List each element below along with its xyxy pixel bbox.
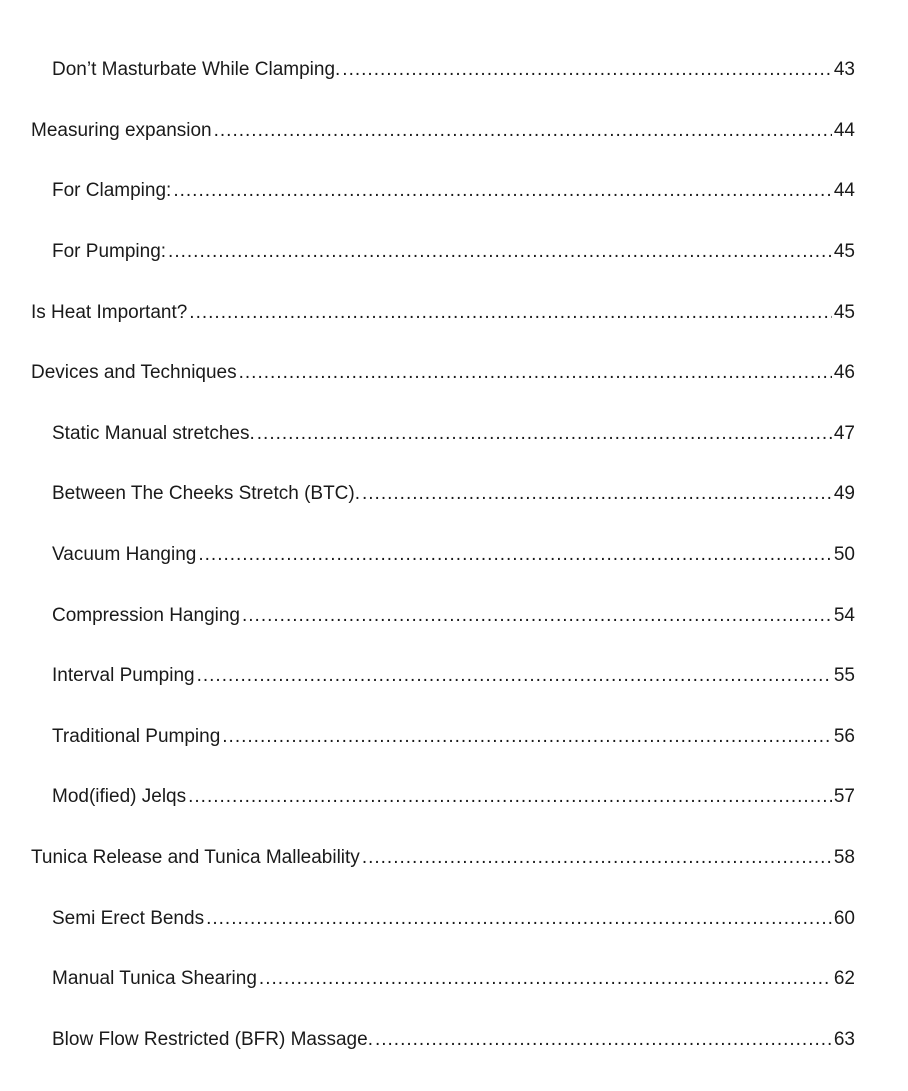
toc-entry-title: Between The Cheeks Stretch (BTC). [52, 483, 360, 505]
dot-leader [173, 171, 832, 211]
toc-entry-title: For Clamping: [52, 180, 172, 202]
toc-entry[interactable] [0, 343, 908, 404]
toc-entry-page: 54 [833, 604, 855, 626]
toc-entry-title: Blow Flow Restricted (BFR) Massage. [52, 1028, 373, 1050]
toc-entry[interactable] [0, 585, 908, 646]
toc-entry-page: 43 [833, 59, 855, 81]
toc-entry-title: Semi Erect Bends [52, 907, 205, 929]
toc-entry-title: Devices and Techniques [31, 362, 237, 384]
dot-leader [362, 838, 832, 878]
toc-entry-page: 62 [833, 968, 855, 990]
dot-leader [222, 717, 832, 757]
toc-entry[interactable] [0, 40, 908, 101]
toc-entry-page: 60 [833, 907, 855, 929]
toc-entry-page: 63 [833, 1028, 855, 1050]
toc-entry-title: Is Heat Important? [31, 301, 188, 323]
toc-entry[interactable] [0, 1010, 908, 1071]
toc-entry-title: For Pumping: [52, 241, 167, 263]
dot-leader [257, 414, 832, 454]
toc-entry[interactable] [0, 646, 908, 707]
toc-entry-title: Don’t Masturbate While Clamping. [52, 59, 341, 81]
toc-entry-title: Interval Pumping [52, 665, 195, 687]
toc-entry[interactable] [0, 222, 908, 283]
dot-leader [239, 353, 832, 393]
toc-entry-title: Compression Hanging [52, 604, 240, 626]
dot-leader [342, 50, 832, 90]
toc-entry-page: 44 [833, 119, 855, 141]
toc-entry-title: Vacuum Hanging [52, 544, 197, 566]
toc-entry[interactable] [0, 101, 908, 162]
dot-leader [214, 111, 832, 151]
toc-entry[interactable] [0, 949, 908, 1010]
dot-leader [259, 959, 832, 999]
dot-leader [242, 596, 832, 636]
toc-entry-page: 45 [833, 241, 855, 263]
toc-entry-page: 55 [833, 665, 855, 687]
toc-entry-page: 49 [833, 483, 855, 505]
toc-entry-page: 57 [833, 786, 855, 808]
dot-leader [197, 656, 832, 696]
toc-entry[interactable] [0, 464, 908, 525]
toc-entry-page: 46 [833, 362, 855, 384]
toc-entry-page: 44 [833, 180, 855, 202]
toc-entry[interactable] [0, 707, 908, 768]
toc-entry-title: Tunica Release and Tunica Malleability [31, 847, 360, 869]
dot-leader [189, 293, 832, 333]
dot-leader [168, 232, 832, 272]
toc-entry[interactable] [0, 525, 908, 586]
toc-entry[interactable] [0, 888, 908, 949]
dot-leader [198, 535, 832, 575]
dot-leader [362, 474, 832, 514]
toc-entry-title: Measuring expansion [31, 119, 212, 141]
toc-entry-page: 47 [833, 422, 855, 444]
toc-entry[interactable] [0, 282, 908, 343]
toc-entry[interactable] [0, 161, 908, 222]
toc-entry-page: 56 [833, 725, 855, 747]
toc-entry[interactable] [0, 404, 908, 465]
toc-entry[interactable] [0, 828, 908, 889]
toc-entry-title: Mod(ified) Jelqs [52, 786, 187, 808]
dot-leader [206, 899, 832, 939]
toc-entry-title: Manual Tunica Shearing [52, 968, 257, 990]
toc-entry-title: Static Manual stretches. [52, 422, 255, 444]
dot-leader [188, 777, 832, 817]
toc-entry-page: 58 [833, 847, 855, 869]
toc-entry-page: 50 [833, 544, 855, 566]
table-of-contents [0, 40, 908, 1070]
toc-entry-title: Traditional Pumping [52, 725, 221, 747]
toc-entry-page: 45 [833, 301, 855, 323]
dot-leader [375, 1020, 832, 1060]
toc-entry[interactable] [0, 767, 908, 828]
